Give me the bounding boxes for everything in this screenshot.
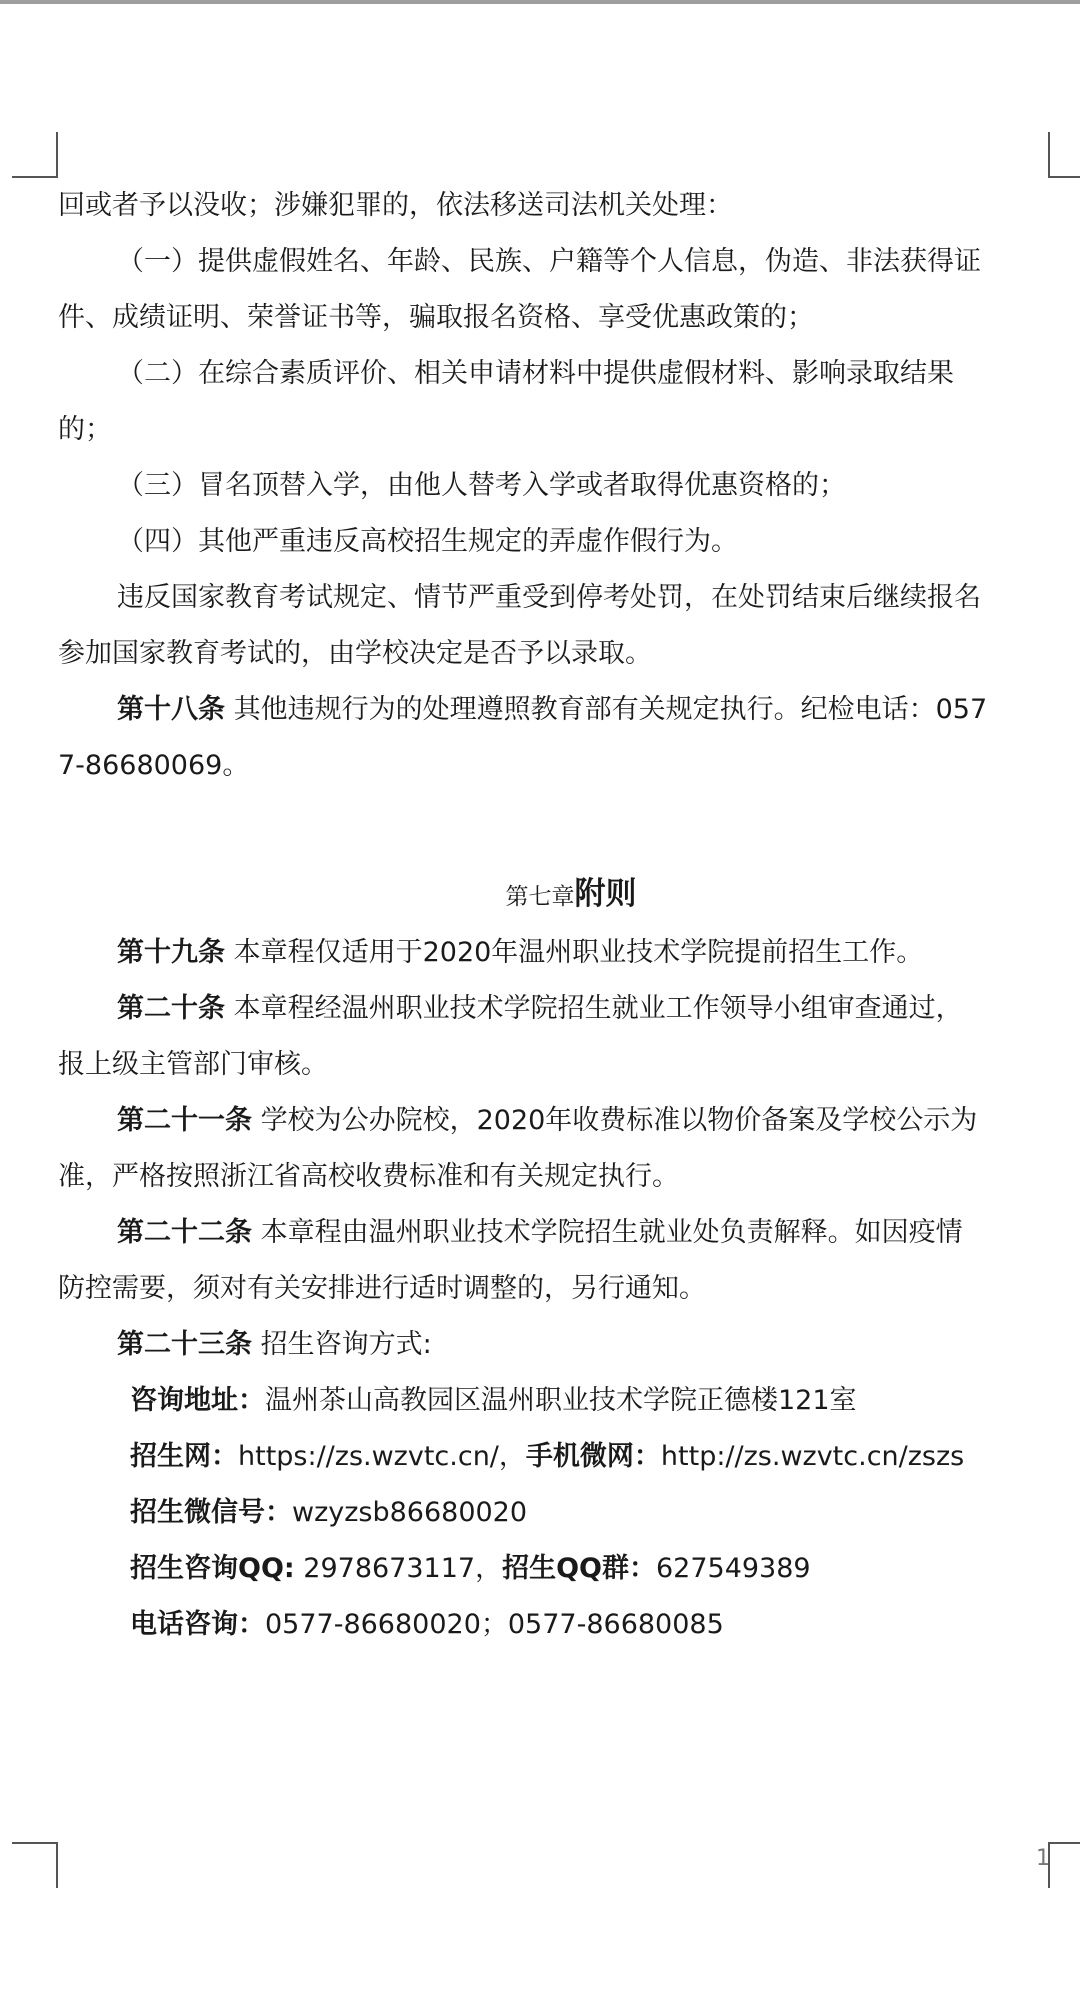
- contact-phone-value: 0577-86680020；0577-86680085: [265, 1609, 724, 1640]
- article-21-label: 第二十一条: [117, 1105, 252, 1136]
- contact-web-label: 招生网：: [130, 1441, 238, 1472]
- contact-wechat-label: 招生微信号：: [130, 1497, 292, 1528]
- contact-qq-label: 招生咨询QQ:: [130, 1553, 295, 1584]
- chapter-number: 第七章: [505, 884, 575, 910]
- contact-mobile-label: 手机微网：: [525, 1441, 661, 1472]
- article-20: [58, 981, 1044, 1037]
- clause-3-line: （三）冒名顶替入学，由他人替考入学或者取得优惠资格的；: [117, 470, 846, 501]
- article-22-label: 第二十二条: [117, 1217, 252, 1248]
- clause-4-line: （四）其他严重违反高校招生规定的弄虚作假行为。: [117, 526, 738, 557]
- section-gap: [58, 794, 1044, 866]
- article-22-text: 本章程由温州职业技术学院招生就业处负责解释。如因疫情: [252, 1217, 963, 1248]
- crop-mark-bottom-right: [1048, 1842, 1080, 1888]
- paragraph-continuation: 参加国家教育考试的，由学校决定是否予以录取。: [58, 638, 652, 669]
- contact-qqgroup-label: 招生QQ群：: [502, 1553, 656, 1584]
- contact-mobile-link[interactable]: http://zs.wzvtc.cn/zszs: [660, 1441, 965, 1472]
- text-line: 回或者予以没收；涉嫌犯罪的，依法移送司法机关处理：: [58, 190, 733, 221]
- clause-1-line: （一）提供虚假姓名、年龄、民族、户籍等个人信息，伪造、非法获得证: [117, 246, 981, 277]
- crop-mark-bottom-left: [12, 1842, 58, 1888]
- article-21-text: 学校为公办院校，2020年收费标准以物价备案及学校公示为: [252, 1105, 978, 1136]
- contact-phone: [58, 1597, 1044, 1653]
- contact-web-link[interactable]: https://zs.wzvtc.cn/，: [238, 1441, 526, 1472]
- contact-wechat-value: wzyzsb86680020: [292, 1497, 528, 1528]
- page-number: 1: [1036, 1846, 1050, 1871]
- article-20-continuation: 报上级主管部门审核。: [58, 1049, 328, 1080]
- clause-2-line: （二）在综合素质评价、相关申请材料中提供虚假材料、影响录取结果: [117, 358, 954, 389]
- article-20-text: 本章程经温州职业技术学院招生就业工作领导小组审查通过，: [225, 993, 963, 1024]
- top-status-bar: [0, 0, 1080, 4]
- contact-qq-value: 2978673117，: [294, 1553, 503, 1584]
- clause-1-continuation: 件、成绩证明、荣誉证书等，骗取报名资格、享受优惠政策的；: [58, 302, 814, 333]
- article-21-continuation: 准，严格按照浙江省高校收费标准和有关规定执行。: [58, 1161, 679, 1192]
- clause-2-continuation: 的；: [58, 414, 112, 445]
- crop-mark-top-left: [12, 132, 58, 178]
- contact-address: [58, 1373, 1044, 1429]
- article-23-text: 招生咨询方式:: [252, 1329, 432, 1360]
- article-18: [58, 682, 1044, 738]
- contact-qq: [58, 1541, 1044, 1597]
- article-19-text: 本章程仅适用于2020年温州职业技术学院提前招生工作。: [225, 937, 924, 968]
- document-body: [58, 178, 1044, 1653]
- article-18-continuation: 7-86680069。: [58, 750, 250, 781]
- article-18-label: 第十八条: [117, 694, 225, 725]
- chapter-heading: [58, 866, 1044, 925]
- contact-phone-label: 电话咨询：: [130, 1609, 265, 1640]
- article-22-continuation: 防控需要，须对有关安排进行适时调整的，另行通知。: [58, 1273, 706, 1304]
- article-19-label: 第十九条: [117, 937, 225, 968]
- crop-mark-top-right: [1048, 132, 1080, 178]
- article-23-label: 第二十三条: [117, 1329, 252, 1360]
- article-21: [58, 1093, 1044, 1149]
- article-20-label: 第二十条: [117, 993, 225, 1024]
- contact-wechat: [58, 1485, 1044, 1541]
- contact-address-label: 咨询地址：: [130, 1385, 265, 1416]
- chapter-title: 附则: [574, 876, 637, 912]
- contact-address-value: 温州茶山高教园区温州职业技术学院正德楼121室: [265, 1385, 857, 1416]
- article-19: [58, 925, 1044, 981]
- article-18-text: 其他违规行为的处理遵照教育部有关规定执行。纪检电话：057: [225, 694, 988, 725]
- paragraph-line: 违反国家教育考试规定、情节严重受到停考处罚，在处罚结束后继续报名: [117, 582, 981, 613]
- contact-qqgroup-value: 627549389: [655, 1553, 811, 1584]
- article-23: [58, 1317, 1044, 1373]
- article-22: [58, 1205, 1044, 1261]
- contact-web: [58, 1429, 1044, 1485]
